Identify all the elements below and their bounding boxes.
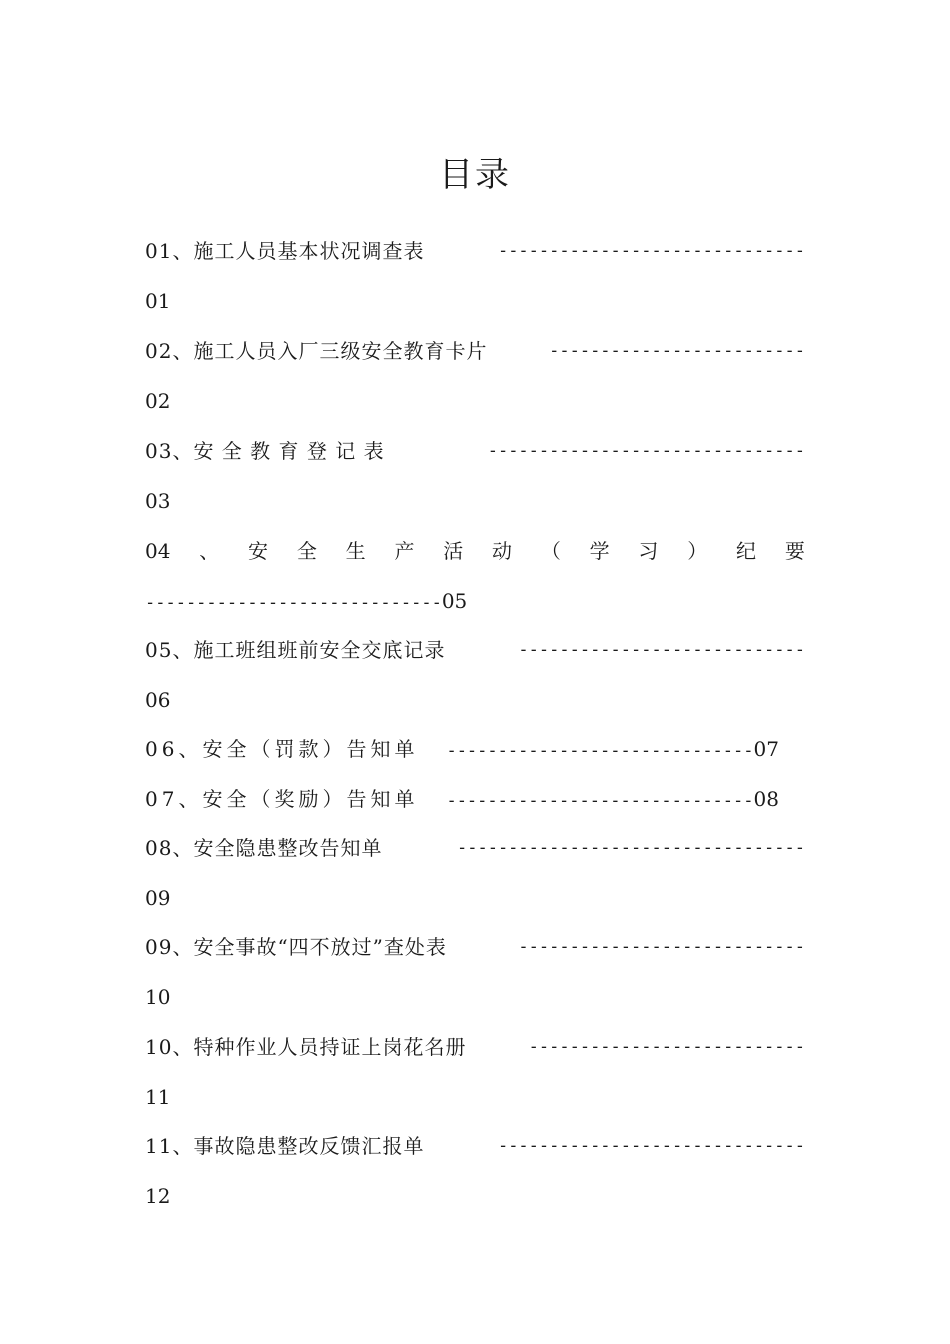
toc-page-number: 02 xyxy=(145,389,171,413)
toc-entry-label: 02、施工人员入厂三级安全教育卡片 xyxy=(145,339,488,363)
toc-leader: ------------------------------ xyxy=(497,241,805,261)
toc-page-number: 03 xyxy=(145,489,171,513)
toc-entry-label-part: 安 xyxy=(248,539,269,563)
toc-entry-label-part: 全 xyxy=(296,539,317,563)
toc-entry-label-part: 学 xyxy=(589,539,610,563)
toc-entry-02 xyxy=(145,336,805,366)
toc-entry-label-part: 习 xyxy=(638,539,659,563)
toc-page-number: 06 xyxy=(145,688,171,712)
toc-entry-label-part: 产 xyxy=(394,539,415,563)
toc-page-number: 12 xyxy=(145,1184,171,1208)
toc-entry-08 xyxy=(145,833,805,863)
toc-leader: ------------------------------- xyxy=(487,441,805,461)
toc-leader: ------------------------------ xyxy=(446,741,754,761)
toc-leader: ---------------------------- xyxy=(518,640,805,660)
toc-entry-label: 11、事故隐患整改反馈汇报单 xyxy=(145,1134,425,1158)
toc-entry-label: 03、安 全 教 育 登 记 表 xyxy=(145,439,385,463)
toc-entry-label-part: 04 xyxy=(145,539,171,563)
toc-page-number: 05 xyxy=(441,589,468,613)
toc-entry-10 xyxy=(145,1032,805,1062)
toc-leader: --------------------------- xyxy=(528,1037,805,1057)
toc-entry-06 xyxy=(145,734,779,764)
toc-entry-07 xyxy=(145,784,779,814)
toc-entry-03 xyxy=(145,436,805,466)
toc-leader: ------------------------------ xyxy=(497,1136,805,1156)
toc-entry-label: 06、安全（罚款）告知单 xyxy=(145,737,419,761)
toc-leader: ------------------------------ xyxy=(446,791,754,811)
toc-entry-label: 08、安全隐患整改告知单 xyxy=(145,836,383,860)
toc-entry-label: 01、施工人员基本状况调查表 xyxy=(145,239,425,263)
toc-page-number: 09 xyxy=(145,886,171,910)
toc-entry-09 xyxy=(145,932,805,962)
toc-entry-11 xyxy=(145,1131,805,1161)
toc-entry-label-part: 生 xyxy=(345,539,366,563)
toc-entry-04-continuation xyxy=(145,586,805,616)
toc-page-number: 01 xyxy=(145,289,171,313)
toc-entry-label-part: ） xyxy=(687,539,708,563)
toc-leader: ---------------------------- xyxy=(518,937,805,957)
toc-leader: ----------------------------- xyxy=(145,593,442,613)
toc-leader: ------------------------- xyxy=(549,341,805,361)
toc-entry-label: 10、特种作业人员持证上岗花名册 xyxy=(145,1035,467,1059)
toc-leader: ---------------------------------- xyxy=(457,838,805,858)
toc-entry-05 xyxy=(145,635,805,665)
toc-entry-label: 05、施工班组班前安全交底记录 xyxy=(145,638,446,662)
toc-entry-04 xyxy=(145,536,805,566)
page-title: 目录 xyxy=(439,155,511,195)
toc-entry-label-part: （ xyxy=(540,539,561,563)
toc-page-number: 10 xyxy=(145,985,171,1009)
toc-entry-label: 09、安全事故“四不放过”查处表 xyxy=(145,935,447,959)
toc-page-number: 11 xyxy=(145,1085,171,1109)
toc-entry-label-part: 、 xyxy=(199,539,220,563)
toc-entry-label: 07、安全（奖励）告知单 xyxy=(145,787,419,811)
toc-page-number: 08 xyxy=(753,787,779,811)
toc-entry-label-part: 活 xyxy=(443,539,464,563)
toc-entry-label-part: 动 xyxy=(492,539,513,563)
toc-page-number: 07 xyxy=(753,737,779,761)
toc-entry-label-part: 纪 xyxy=(736,539,757,563)
toc-entry-label-part: 要 xyxy=(784,539,805,563)
toc-entry-01 xyxy=(145,236,805,266)
